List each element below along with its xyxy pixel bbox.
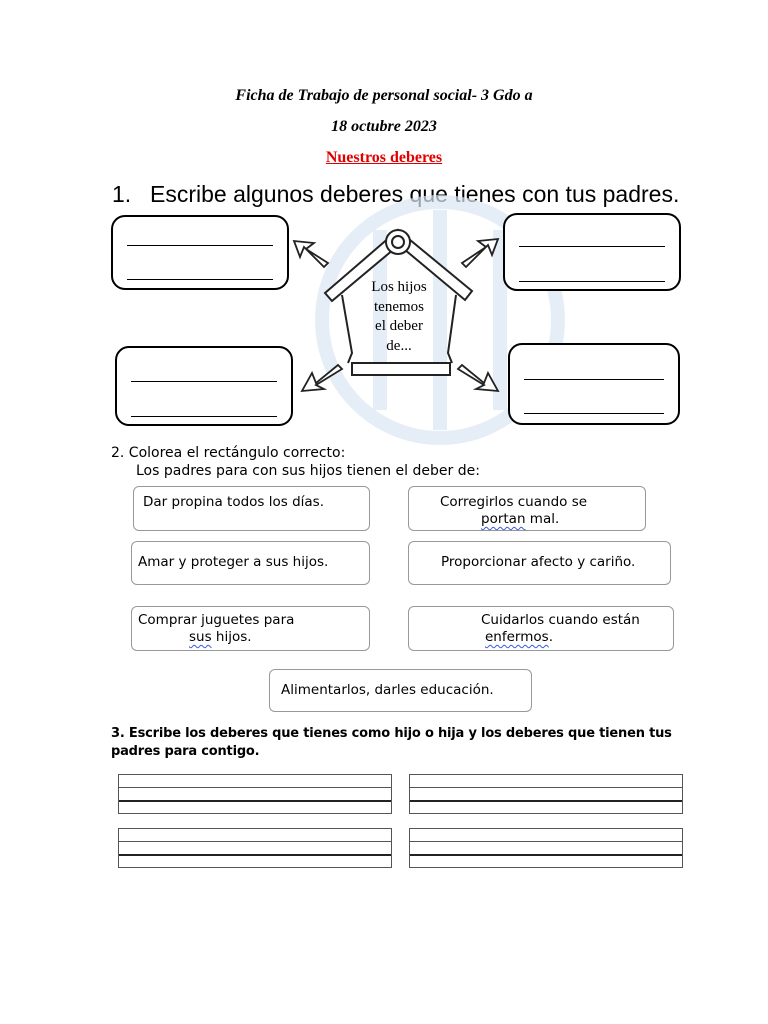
writing-line — [131, 381, 277, 382]
option-amar-proteger[interactable] — [131, 541, 370, 585]
worksheet-subtitle: Nuestros deberes — [325, 149, 443, 166]
question-3-prompt: Escribe los deberes que tienes como hijo o hija y los deberes que tienen tus — [124, 726, 672, 741]
writing-table-parents-2[interactable] — [409, 828, 683, 868]
house-base — [352, 363, 450, 375]
option-text-rest: mal. — [525, 511, 560, 527]
option-text: Alimentarlos, darles educación. — [281, 682, 494, 698]
option-dar-propina[interactable] — [133, 486, 370, 531]
table-line — [119, 800, 391, 802]
writing-line — [524, 379, 664, 380]
option-text: Corregirlos cuando se — [440, 494, 588, 510]
writing-table-child-2[interactable] — [118, 828, 392, 868]
option-text: Comprar juguetes para — [138, 612, 295, 628]
writing-line — [519, 281, 665, 282]
arrow-up-right — [462, 239, 498, 267]
duty-answer-box-bottom-left[interactable] — [115, 346, 293, 426]
writing-table-parents-1[interactable] — [409, 774, 683, 814]
question-2-subprompt: Los padres para con sus hijos tienen el deber de: — [136, 463, 480, 479]
option-text: Proporcionar afecto y cariño. — [441, 554, 636, 570]
duty-answer-box-top-left[interactable] — [111, 215, 289, 290]
roof-ring-inner — [392, 236, 404, 248]
spell-underlined-word: sus — [189, 629, 212, 645]
question-3 — [111, 725, 672, 761]
house-text-line: de... — [386, 337, 412, 354]
option-text: Dar propina todos los días. — [143, 494, 324, 510]
question-1-prompt: Escribe algunos deberes que tienes con tus padres. — [150, 181, 680, 207]
house-text-line: el deber — [375, 318, 423, 334]
table-line — [410, 841, 682, 842]
arrow-down-left — [302, 365, 342, 391]
worksheet-date: 18 octubre 2023 — [331, 118, 437, 135]
option-text: Amar y proteger a sus hijos. — [138, 554, 329, 570]
arrow-up-left — [294, 241, 328, 267]
writing-line — [524, 413, 664, 414]
option-proporcionar-afecto[interactable] — [408, 541, 671, 585]
house-text-line: Los hijos — [371, 279, 427, 295]
question-3-number: 3. — [111, 726, 125, 741]
question-2-prompt: 2. Colorea el rectángulo correcto: — [111, 445, 346, 461]
spell-underlined-word: enfermos — [485, 629, 549, 645]
table-line — [119, 787, 391, 788]
writing-line — [519, 246, 665, 247]
arrow-down-right — [458, 365, 498, 391]
table-line — [410, 800, 682, 802]
table-line — [119, 854, 391, 856]
option-text: Cuidarlos cuando están — [481, 612, 640, 628]
worksheet-title: Ficha de Trabajo de personal social- 3 Gdo a — [235, 87, 533, 104]
duty-answer-box-bottom-right[interactable] — [508, 343, 680, 425]
option-corregirlos[interactable] — [408, 486, 646, 531]
table-line — [119, 841, 391, 842]
table-line — [410, 854, 682, 856]
house-text-line: tenemos — [374, 298, 424, 315]
question-2 — [111, 444, 480, 480]
writing-table-child-1[interactable] — [118, 774, 392, 814]
option-text-rest: . — [548, 629, 553, 645]
option-text-rest: hijos. — [211, 629, 252, 645]
writing-line — [127, 279, 273, 280]
option-text-line2 — [481, 511, 559, 528]
duty-answer-box-top-right[interactable] — [503, 213, 681, 291]
question-3-prompt-line2: padres para contigo. — [111, 744, 260, 759]
house-center-text — [340, 278, 458, 356]
question-1-number: 1. — [112, 181, 132, 207]
option-text-line2 — [485, 629, 553, 646]
option-text-line2 — [189, 629, 252, 646]
option-cuidarlos[interactable] — [408, 606, 674, 651]
spell-underlined-word: portan — [481, 511, 526, 527]
table-line — [410, 787, 682, 788]
option-alimentarlos[interactable] — [269, 669, 532, 712]
writing-line — [131, 416, 277, 417]
option-comprar-juguetes[interactable] — [131, 606, 370, 651]
writing-line — [127, 245, 273, 246]
